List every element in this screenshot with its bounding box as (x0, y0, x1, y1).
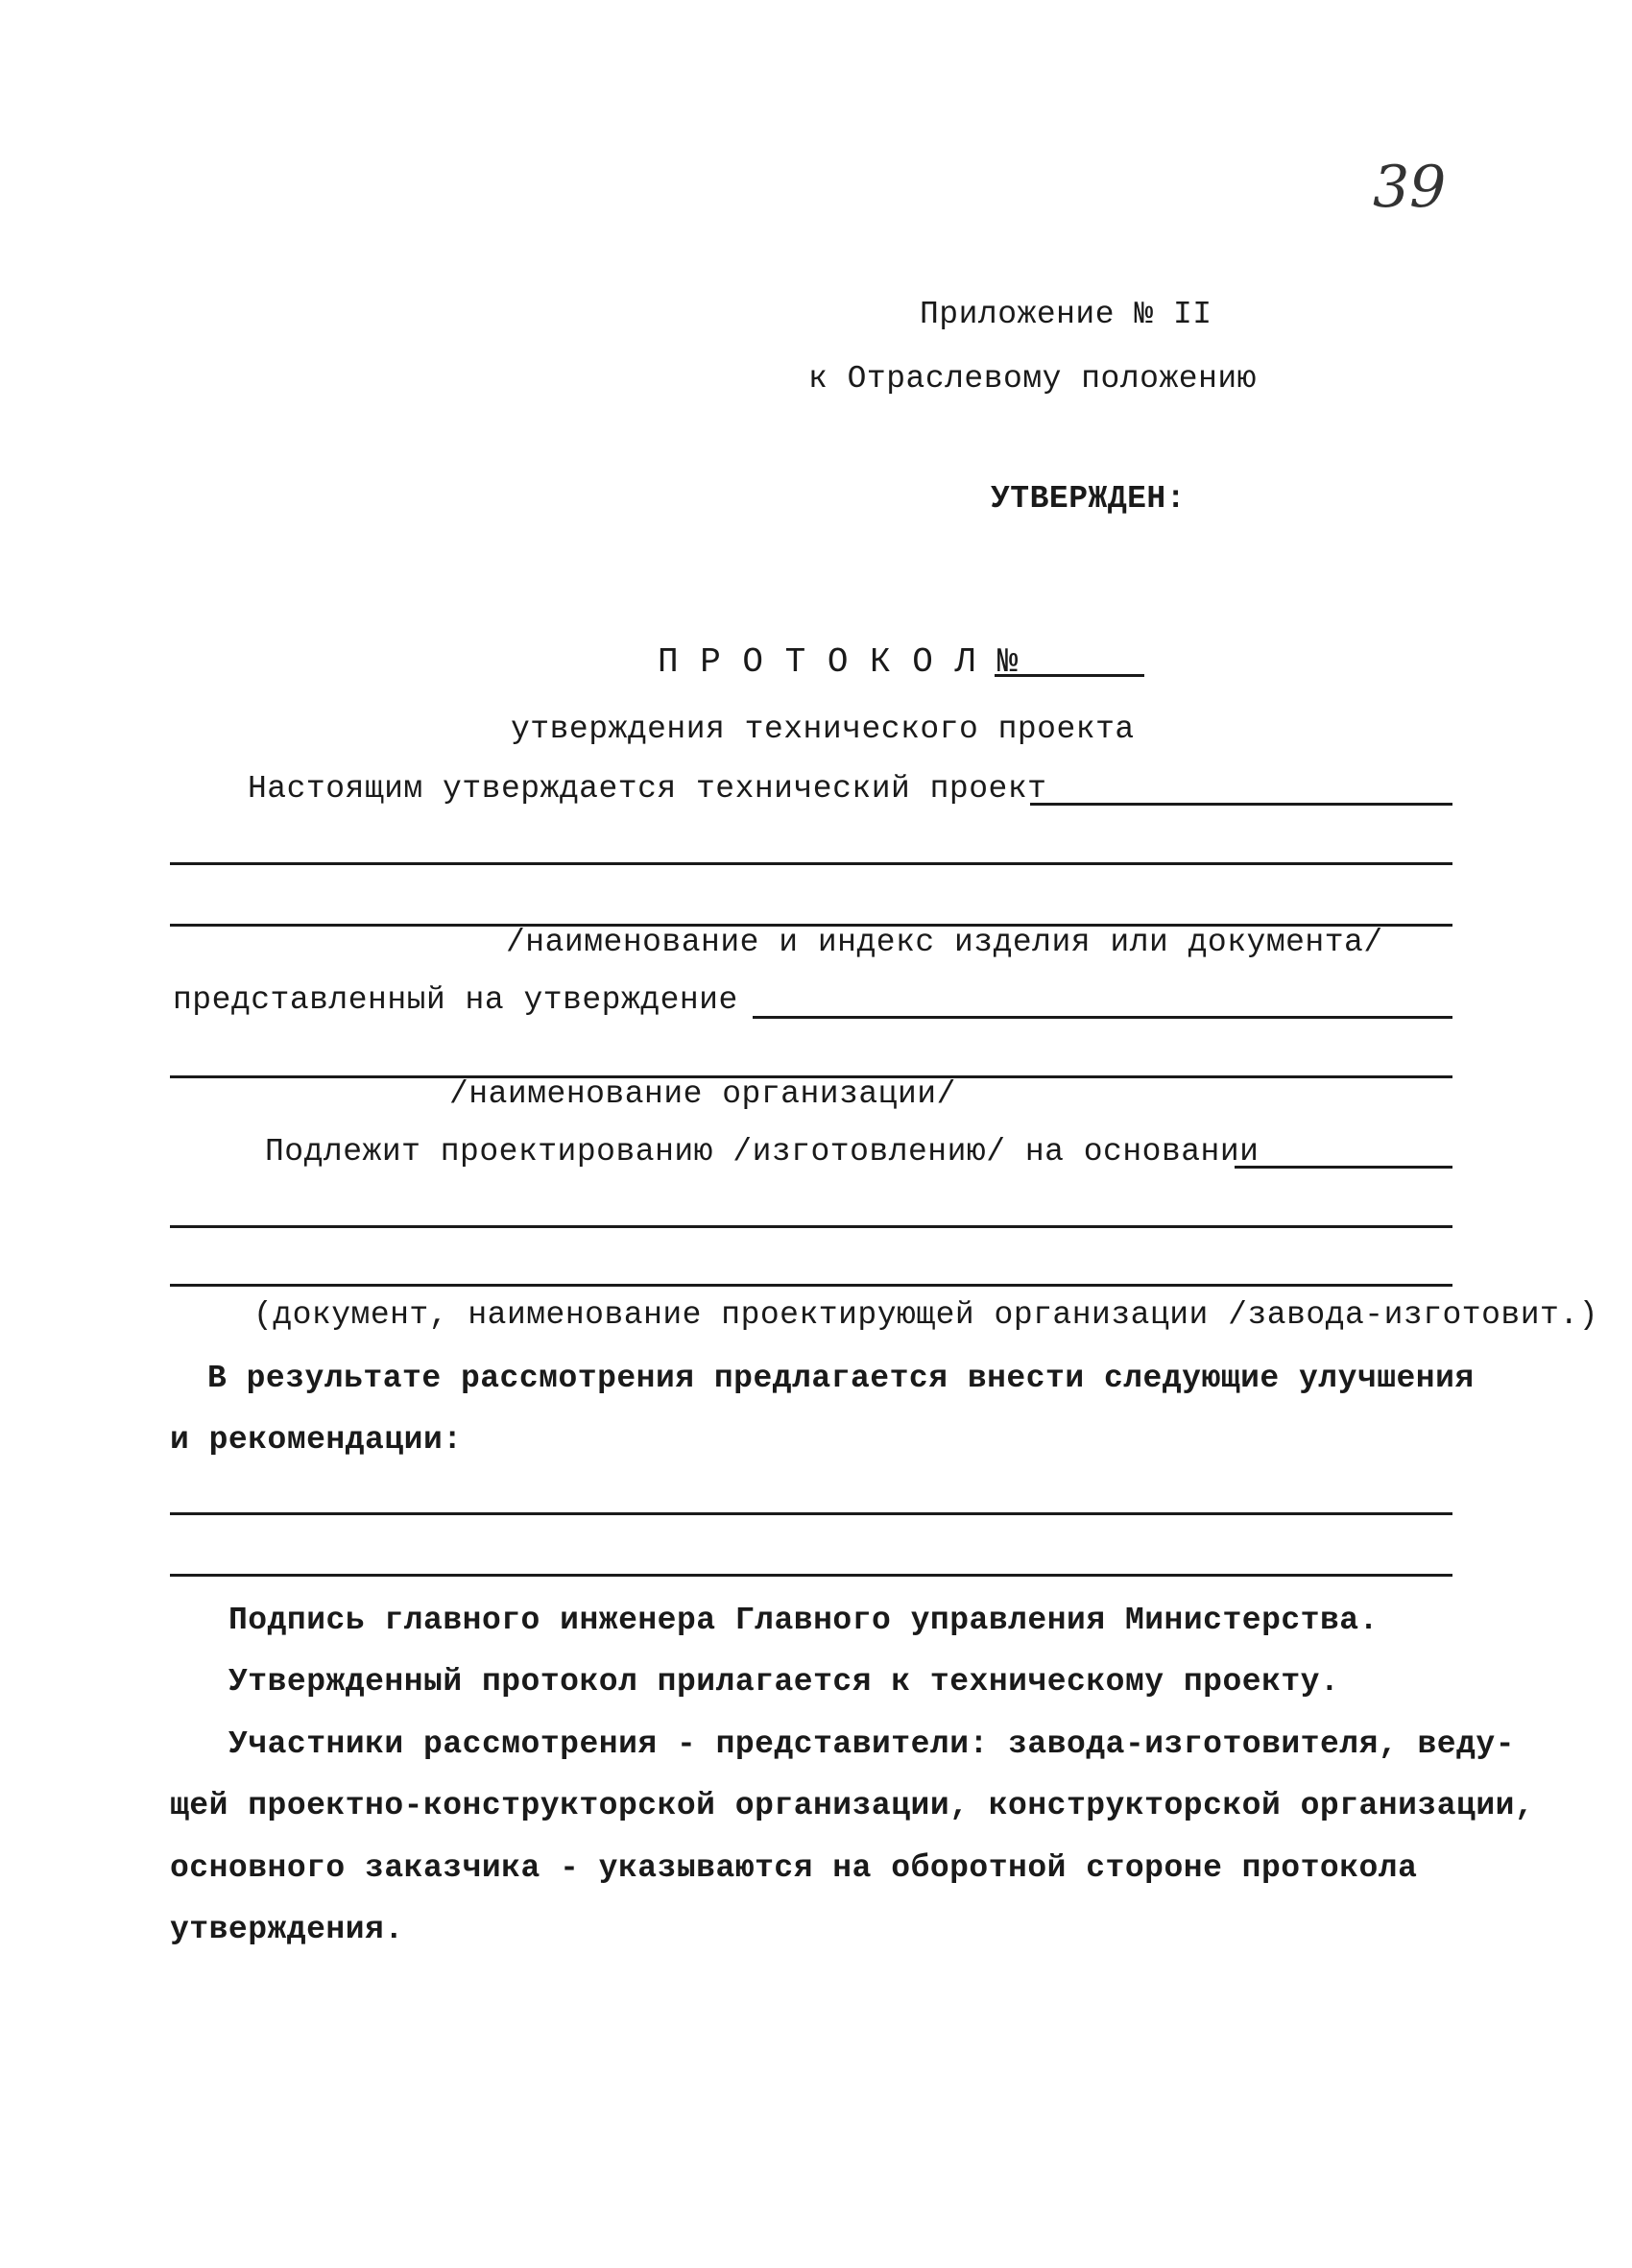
document-caption: (документ, наименование проектирующей организации /завода-изготовит.) (253, 1297, 1598, 1333)
participants-line-3: основного заказчика - указываются на оборотной стороне протокола (170, 1850, 1418, 1886)
recommendations-field-line-2 (170, 1574, 1452, 1577)
basis-field-line-3 (170, 1284, 1452, 1287)
result-line-1: В результате рассмотрения предлагается внести следующие улучшения (207, 1361, 1475, 1396)
signature-note: Подпись главного инженера Главного управления Министерства. (228, 1603, 1379, 1638)
basis-field (1235, 1166, 1452, 1169)
project-field-line-2 (170, 862, 1452, 865)
protocol-subtitle: утверждения технического проекта (511, 712, 1135, 747)
organization-caption: /наименование организации/ (449, 1076, 956, 1112)
recommendations-field-line-1 (170, 1512, 1452, 1515)
participants-line-2: щей проектно-конструкторской организации, конструкторской организации, (170, 1788, 1535, 1823)
participants-line-1: Участники рассмотрения - представители: завода-изготовителя, веду- (228, 1726, 1516, 1762)
attachment-note: Утвержденный протокол прилагается к техническому проекту. (228, 1664, 1340, 1700)
protocol-title: П Р О Т О К О Л № (658, 642, 1019, 682)
participants-line-4: утверждения. (170, 1912, 404, 1947)
result-line-2: и рекомендации: (170, 1422, 463, 1458)
submitted-field (753, 1016, 1452, 1019)
project-field (1030, 803, 1452, 806)
protocol-number-field (995, 674, 1144, 677)
project-line-label: Настоящим утверждается технический проект (248, 771, 1047, 807)
basis-field-line-2 (170, 1225, 1452, 1228)
basis-label: Подлежит проектированию /изготовлению/ на основании (265, 1134, 1260, 1170)
approved-stamp: УТВЕРЖДЕН: (991, 481, 1187, 517)
appendix-label: Приложение № II (920, 297, 1212, 332)
product-caption: /наименование и индекс изделия или документа/ (506, 925, 1383, 960)
submitted-label: представленный на утверждение (173, 982, 738, 1018)
page-number: 39 (1373, 154, 1447, 221)
regulation-reference: к Отраслевому положению (808, 361, 1257, 397)
